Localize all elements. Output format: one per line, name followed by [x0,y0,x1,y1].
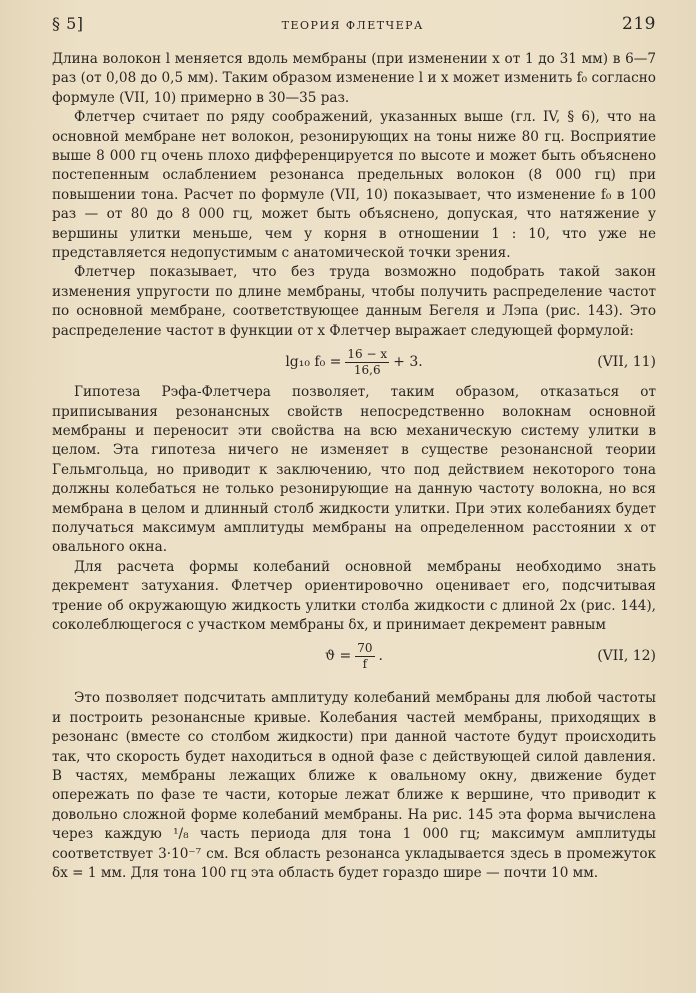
formula-numerator: 16 − x [347,346,388,361]
formula-fraction [345,348,389,377]
section-marker: § 5] [52,14,84,33]
paragraph-1: Длина волокон l меняется вдоль мембраны (при изменении x от 1 до 31 мм) в 6—7 раз (от 0,08 до 0,5 мм). Таким образом изменение l и x может изменить f₀ согласно формуле (VII, 10) примерно в 30—35 раз. [52,51,656,106]
formula-numerator: 70 [357,640,373,655]
paragraph-3: Флетчер показывает, что без труда возможно подобрать такой закон изменения упругости по длине мембраны, чтобы получить распределение частот по основной мембране, соответствующее данным Бегеля и Лэпа (рис. 143). Это распределение частот в функции от x Флетчер выражает следующей формулой: [52,264,656,339]
formula-rhs: . [378,648,383,665]
formula-vii-12 [52,635,656,677]
formula-lhs: ϑ = [325,648,352,665]
paragraph-5: Для расчета формы колебаний основной мембраны необходимо знать декремент затухания. Флетчер ориентировочно оценивает его, подсчитывая трение об окружающую жидкость улитки столба жидкости с длиной 2x (рис. 144), соколеблющегося с участком мембраны δx, и принимает декремент равным [52,558,656,633]
formula-lhs: lg₁₀ f₀ = [285,354,342,371]
page-number: 219 [622,14,656,34]
formula-denominator: f [362,656,368,671]
equation-label: (VII, 11) [597,354,656,371]
paragraph-4: Гипотеза Рэфа-Флетчера позволяет, таким образом, отказаться от приписывания резонансных свойств непосредственно волокнам основной мембраны и переносит эти свойства на всю механическую систему улитки в целом. Эта гипотеза ничего не изменяет в существе резонансной теории Гельмгольца, но приводит к заключению, что под действием некоторого тона должны колебаться не только резонирующие на данную частоту волокна, но вся мембрана в целом и длинный столб жидкости улитки. При этих колебаниях будет получаться максимум амплитуды мембраны на определенном расстоянии x от овального окна. [52,384,656,556]
paragraph-6: Это позволяет подсчитать амплитуду колебаний мембраны для любой частоты и построить резонансные кривые. Колебания частей мембраны, приходящих в резонанс (вместе со столбом жидкости) при данной частоте будут происходить так, что скорость будет находиться в одной фазе с действующей силой давления. В частях, мембраны лежащих ближе к овальному окну, движение будет опережать по фазе те части, которые лежат ближе к вершине, что приводит к довольно сложной форме колебаний мембраны. На рис. 145 эта форма вычислена через каждую ¹/₈ часть периода для тона 1 000 гц; максимум амплитуды соответствует 3·10⁻⁷ см. Вся область резонанса укладывается здесь в промежуток δx = 1 мм. Для тона 100 гц эта область будет гораздо шире — почти 10 мм. [52,690,656,882]
formula-rhs: + 3. [393,354,423,371]
paragraph-2: Флетчер считает по ряду соображений, указанных выше (гл. IV, § 6), что на основной мембране нет волокон, резонирующих на тоны ниже 80 гц. Восприятие выше 8 000 гц очень плохо дифференцируется по высоте и может быть объяснено постепенным ослаблением резонанса предельных волокон (8 000 гц) при повышении тона. Расчет по формуле (VII, 10) показывает, что изменение f₀ в 100 раз — от 80 до 8 000 гц, может быть объяснено, допуская, что натяжение у вершины улитки меньше, чем у корня в отношении 1 : 10, что уже не представляется недопустимым с анатомической точки зрения. [52,109,656,262]
formula-denominator: 16,6 [353,362,381,377]
equation-label: (VII, 12) [597,648,656,665]
formula-vii-11 [52,341,656,383]
running-head [52,14,656,34]
running-title: ТЕОРИЯ ФЛЕТЧЕРА [281,19,424,32]
formula-fraction [355,642,374,671]
